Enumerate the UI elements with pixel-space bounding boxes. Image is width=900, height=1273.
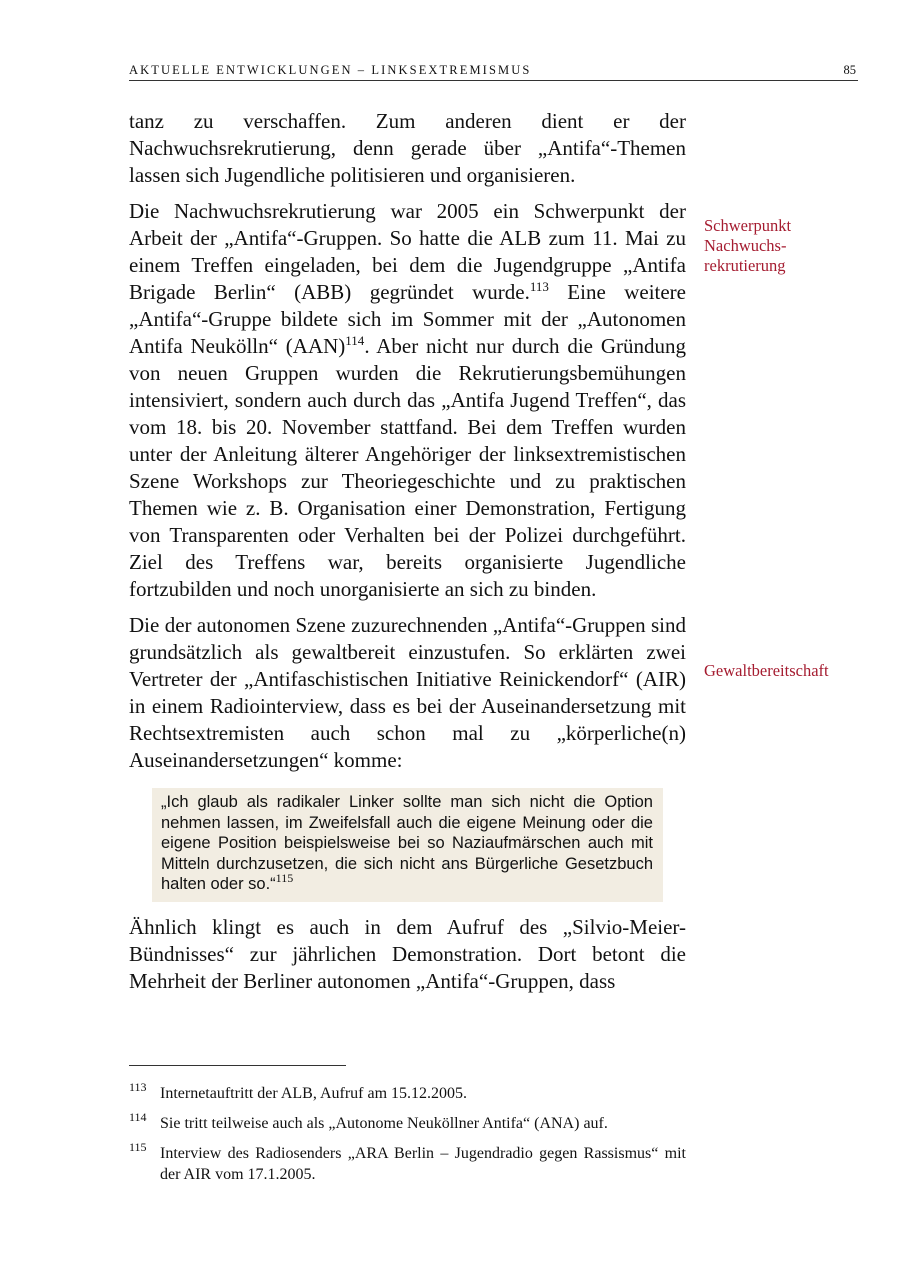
margin-note-line: rekrutierung <box>704 256 786 275</box>
footnote-115 <box>129 1140 686 1185</box>
paragraph-2-part3: . Aber nicht nur durch die Gründung von neuen Gruppen wurden die Rekrutierungsbemühungen intensiviert, sondern auch durch das „Antifa Jugend Treffen“, das vom 18. bis 20. November stattfand. Bei dem Treffen wurden unter der Anleitung älterer Angehöriger der linksextremistischen Szene Workshops zur Theoriegeschichte und zu praktischen Themen wie z. B. Organisation einer Demonstration, Fertigung von Transparenten oder Verhalten bei der Polizei durchgeführt. Ziel des Treffens war, bereits organisierte Jugendliche fortzubilden und noch unorganisierte an sich zu binden. <box>129 334 686 601</box>
paragraph-3: Die der autonomen Szene zuzurechnenden „Antifa“-Gruppen sind grundsätzlich als gewaltbereit einzustufen. So erklärten zwei Vertreter der „Antifaschistischen Initiative Reinickendorf“ (AIR) in einem Radiointerview, dass es bei der Auseinandersetzung mit Rechtsextremisten auch schon mal zu „körperliche(n) Auseinandersetzungen“ komme: <box>129 613 686 772</box>
footnote-113 <box>129 1080 686 1104</box>
page-header <box>129 60 858 81</box>
footnote-ref-115[interactable]: 115 <box>275 871 294 885</box>
margin-note-gewaltbereitschaft: Gewaltbereitschaft <box>704 661 829 680</box>
paragraph-1: tanz zu verschaffen. Zum anderen dient er der Nachwuchsrekrutierung, denn gerade über „Antifa“-Themen lassen sich Jugendliche politisieren und organisieren. <box>129 109 686 187</box>
body-text <box>129 108 686 995</box>
quote-box <box>152 788 663 902</box>
page-number: 85 <box>843 63 856 77</box>
footnote-text: Sie tritt teilweise auch als „Autonome Neuköllner Antifa“ (ANA) auf. <box>160 1115 608 1132</box>
running-head: AKTUELLE ENTWICKLUNGEN – LINKSEXTREMISMUS <box>129 63 532 77</box>
margin-note-line: Nachwuchs- <box>704 236 787 255</box>
quote-text: „Ich glaub als radikaler Linker sollte man sich nicht die Option nehmen lassen, im Zweifelsfall auch die eigene Meinung oder die eigene Position beispielsweise bei so Naziaufmärschen auch mit Mitteln durchzusetzen, die sich nicht ans Bürgerliche Gesetzbuch halten oder so.“ <box>161 793 653 893</box>
footnote-ref-114[interactable]: 114 <box>345 333 365 348</box>
footnote-number: 113 <box>129 1080 147 1094</box>
footnote-number: 114 <box>129 1110 147 1124</box>
paragraph-2-part1: Die Nachwuchsrekrutierung war 2005 ein Schwerpunkt der Arbeit der „Antifa“-Gruppen. So hatte die ALB zum 11. Mai zu einem Treffen eingeladen, bei dem die Jugendgruppe „Antifa Brigade Berlin“ (ABB) gegründet wurde. <box>129 199 686 304</box>
footnote-number: 115 <box>129 1140 147 1154</box>
footnote-text: Internetauftritt der ALB, Aufruf am 15.12.2005. <box>160 1085 468 1102</box>
footnotes <box>129 1080 686 1194</box>
footnote-divider <box>129 1065 346 1066</box>
footnote-114 <box>129 1110 686 1134</box>
margin-note-line: Schwerpunkt <box>704 216 792 235</box>
paragraph-2 <box>129 198 686 603</box>
footnote-text: Interview des Radiosenders „ARA Berlin – Jugendradio gegen Rassismus“ mit der AIR vom 17.1.2005. <box>160 1145 686 1183</box>
margin-note-nachwuchsrekrutierung <box>704 216 791 276</box>
paragraph-2-part2: Eine weitere „Antifa“-Gruppe bildete sich im Sommer mit der „Autonomen Antifa Neukölln“ (AAN) <box>129 280 686 358</box>
paragraph-4: Ähnlich klingt es auch in dem Aufruf des „Silvio-Meier-Bündnisses“ zur jährlichen Demonstration. Dort betont die Mehrheit der Berliner autonomen „Antifa“-Gruppen, dass <box>129 914 686 993</box>
footnote-ref-113[interactable]: 113 <box>529 279 549 294</box>
